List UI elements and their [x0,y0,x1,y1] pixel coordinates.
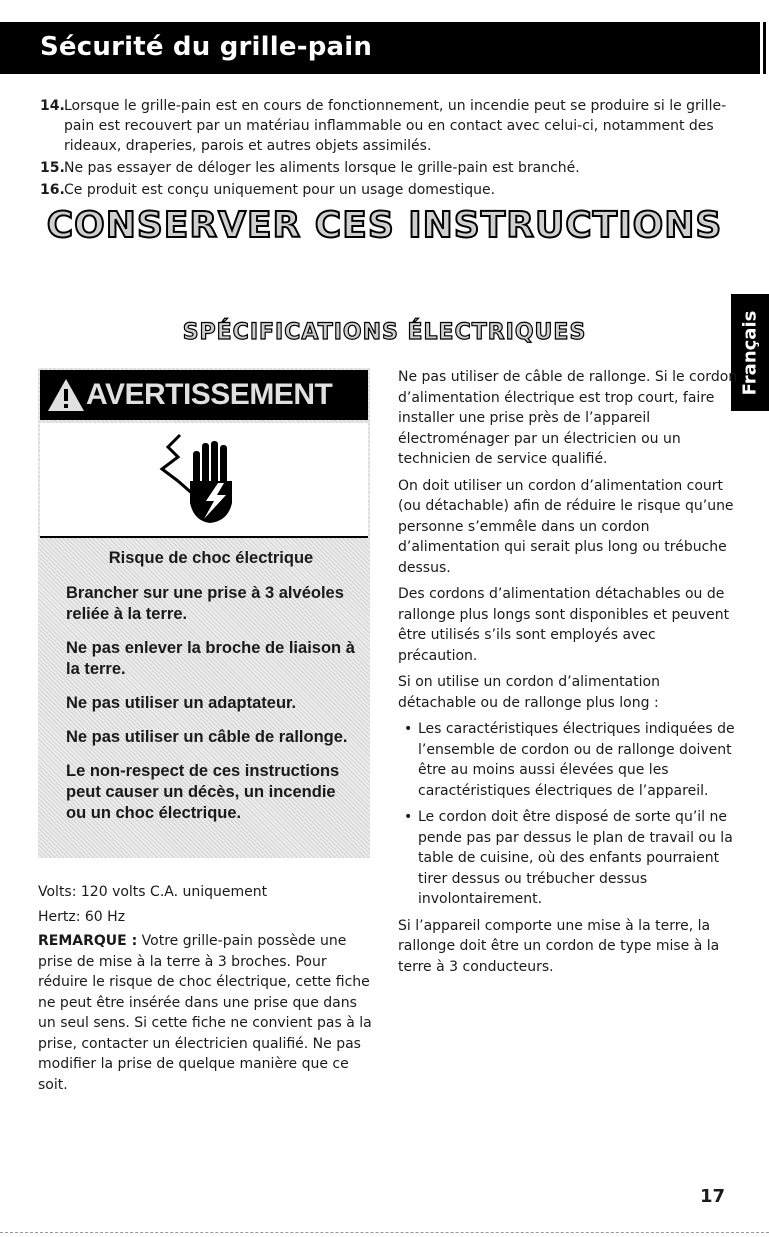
safety-item [40,96,740,156]
warning-header [40,370,368,420]
specs-column [38,882,374,1099]
warning-line: Brancher sur une prise à 3 alvéoles reliée à la terre. [66,584,344,623]
list-item: • Les caractéristiques électriques indiquées de l’ensemble de cordon ou de rallonge doivent être au moins aussi élevées que les caractéristiques électriques de l’appareil. [398,719,738,801]
item-text: Lorsque le grille-pain est en cours de fonctionnement, un incendie peut se produire si le grille-pain est recouvert par un matériau inflammable ou en contact avec celui-ci, notamment des rideaux, draperies, parois et autres objets assimilés. [64,98,727,154]
remark-text: Votre grille-pain possède une prise de mise à la terre à 3 broches. Pour réduire le risque de choc électrique, cette fiche ne peut être insérée dans une prise que dans un seul sens. Si cette fiche ne convient pas à la prise, contacter un électricien qualifié. Ne pas modifier la prise de quelque manière que ce soit. [38,933,372,1093]
electric-shock-icon [148,429,258,529]
paragraph: On doit utiliser un cordon d’alimentation court (ou détachable) afin de réduire le risque qu’une personne s’emmêle dans un cordon d’alimentation qui serait plus long ou trébuche dessus. [398,477,734,576]
warning-triangle-icon [46,377,86,413]
paragraph: Des cordons d’alimentation détachables ou de rallonge plus longs sont disponibles et peuvent être utilisés s’ils sont employés avec précaution. [398,586,730,664]
item-number: 15. [40,160,65,176]
paragraph: Si l’appareil comporte une mise à la terre, la rallonge doit être un cordon de type mise à la terre à 3 conducteurs. [398,917,720,975]
safety-list [40,96,740,202]
safety-item [40,158,740,178]
hertz-spec: Hertz: 60 Hz [38,908,126,925]
paragraph: Si on utilise un cordon d’alimentation détachable ou de rallonge plus long : [398,674,660,711]
bottom-rule [0,1232,769,1234]
warning-line: Ne pas enlever la broche de liaison à la terre. [66,639,355,678]
remark-paragraph [38,931,374,1095]
item-text: Ne pas essayer de déloger les aliments lorsque le grille-pain est branché. [64,160,580,176]
paragraph: Ne pas utiliser de câble de rallonge. Si le cordon d’alimentation électrique est trop court, faire installer une prise près de l’appareil électroménager par un électricien ou un technicien de service qualifié. [398,369,738,467]
remark-label: REMARQUE : [38,933,138,949]
bullet-list [398,719,738,910]
language-tab-label: Français [739,310,761,395]
page-title: Sécurité du grille-pain [40,32,373,62]
warning-line: Ne pas utiliser un adaptateur. [66,694,297,712]
warning-line: Ne pas utiliser un câble de rallonge. [66,728,348,746]
electrical-specs-heading: SPÉCIFICATIONS ÉLECTRIQUES [182,320,587,345]
item-number: 14. [40,98,65,114]
warning-subtitle: Risque de choc électrique [108,549,314,567]
save-instructions-heading: CONSERVER CES INSTRUCTIONS [46,205,723,246]
extension-cord-column [398,367,738,983]
item-text: Ce produit est conçu uniquement pour un usage domestique. [64,182,496,198]
item-number: 16. [40,182,65,198]
list-item: • Le cordon doit être disposé de sorte qu’il ne pende pas par dessus le plan de travail ou la table de cuisine, où des enfants pourraient tirer dessus ou trébucher dessus involontairement. [398,807,738,910]
warning-box [38,368,370,858]
warning-line: Le non-respect de ces instructions peut causer un décès, un incendie ou un choc électrique. [66,762,340,822]
edge-rule [763,22,766,74]
page-number: 17 [700,1186,726,1207]
volts-spec: Volts: 120 volts C.A. uniquement [38,884,268,900]
warning-title: AVERTISSEMENT [86,378,333,411]
safety-item [40,180,740,200]
warning-text [66,548,356,837]
icon-panel [40,423,368,538]
